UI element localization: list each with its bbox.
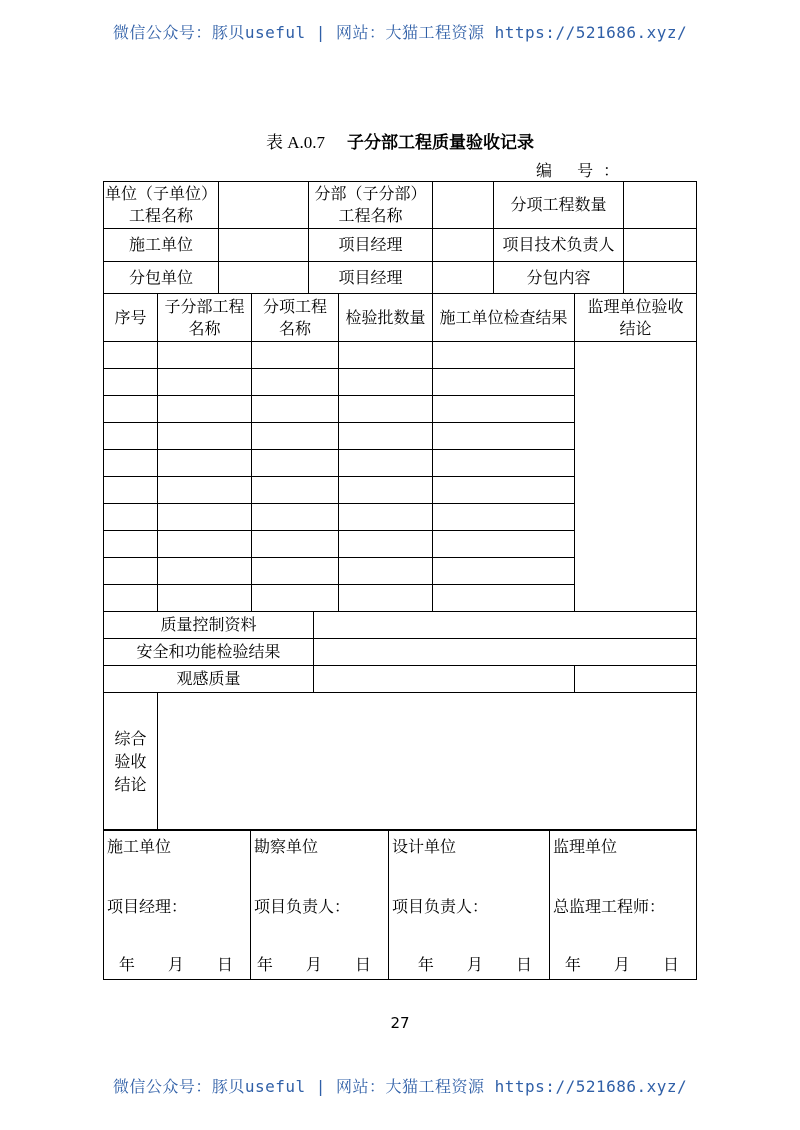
overall-conclusion-line3: 结论 — [114, 775, 147, 794]
table-cell[interactable] — [158, 342, 252, 369]
serial-number-label: 编 号： — [536, 161, 630, 180]
table-cell[interactable] — [339, 531, 433, 558]
subcontract-content-label: 分包内容 — [494, 262, 624, 294]
unit-name-label-line1: 单位（子单位） — [104, 184, 217, 203]
signature-org: 勘察单位 — [254, 837, 319, 856]
unit-name-field[interactable] — [219, 182, 309, 229]
table-cell[interactable] — [158, 504, 252, 531]
col-header-subdivision-line1: 子分部工程 — [164, 296, 245, 316]
overall-conclusion-label — [104, 693, 158, 831]
signature-role: 项目负责人： — [254, 897, 351, 916]
table-cell[interactable] — [104, 477, 158, 504]
signature-org: 施工单位 — [107, 837, 172, 856]
table-cell[interactable] — [158, 396, 252, 423]
subcontractor-label: 分包单位 — [104, 262, 219, 294]
table-cell[interactable] — [252, 531, 339, 558]
table-cell[interactable] — [104, 342, 158, 369]
col-header-subitem-line1: 分项工程 — [263, 296, 328, 316]
supervisor-conclusion-field[interactable] — [575, 342, 697, 612]
table-cell[interactable] — [104, 558, 158, 585]
table-cell[interactable] — [158, 558, 252, 585]
table-cell[interactable] — [433, 558, 575, 585]
signature-survey[interactable] — [251, 830, 389, 980]
table-cell[interactable] — [104, 504, 158, 531]
table-cell[interactable] — [158, 450, 252, 477]
subcontractor-pm-label: 项目经理 — [309, 262, 433, 294]
inspection-table — [103, 293, 697, 831]
table-cell[interactable] — [339, 423, 433, 450]
signature-role: 项目经理： — [107, 897, 188, 916]
appearance-quality-label: 观感质量 — [104, 666, 314, 693]
col-header-subdivision-line2: 名称 — [188, 318, 221, 338]
table-cell[interactable] — [158, 477, 252, 504]
col-header-supervisor — [575, 294, 697, 342]
table-cell[interactable] — [433, 477, 575, 504]
table-cell[interactable] — [433, 369, 575, 396]
table-cell[interactable] — [104, 585, 158, 612]
sub-item-count-label: 分项工程数量 — [494, 182, 624, 229]
tech-lead-label: 项目技术负责人 — [494, 229, 624, 262]
signature-date: 年 月 日 — [417, 955, 546, 974]
table-cell[interactable] — [104, 423, 158, 450]
table-cell[interactable] — [339, 585, 433, 612]
signature-org: 设计单位 — [392, 837, 457, 856]
signature-design[interactable] — [389, 830, 550, 980]
table-cell[interactable] — [433, 585, 575, 612]
table-cell[interactable] — [252, 396, 339, 423]
signature-table — [103, 829, 697, 980]
table-cell[interactable] — [433, 396, 575, 423]
col-header-contractor-result: 施工单位检查结果 — [433, 294, 575, 342]
table-cell[interactable] — [252, 450, 339, 477]
subcontractor-field[interactable] — [219, 262, 309, 294]
subcontract-content-field[interactable] — [624, 262, 697, 294]
division-name-field[interactable] — [433, 182, 494, 229]
table-cell[interactable] — [339, 558, 433, 585]
watermark-bottom: 微信公众号：豚贝useful | 网站：大猫工程资源 https://521686.xyz/ — [112, 1077, 688, 1096]
safety-results-label: 安全和功能检验结果 — [104, 639, 314, 666]
unit-name-label — [104, 182, 219, 229]
signature-org: 监理单位 — [553, 837, 618, 856]
page-number: 27 — [390, 1014, 410, 1032]
table-cell[interactable] — [104, 450, 158, 477]
contractor-field[interactable] — [219, 229, 309, 262]
appearance-quality-field[interactable] — [314, 666, 575, 693]
table-cell[interactable] — [433, 504, 575, 531]
table-cell[interactable] — [158, 531, 252, 558]
table-code: 表 A.0.7 — [265, 133, 326, 152]
signature-contractor[interactable] — [104, 830, 251, 980]
division-name-label-line2: 工程名称 — [338, 206, 403, 225]
table-cell[interactable] — [252, 558, 339, 585]
division-name-label — [309, 182, 433, 229]
table-cell[interactable] — [433, 342, 575, 369]
table-cell[interactable] — [104, 369, 158, 396]
table-cell[interactable] — [158, 369, 252, 396]
signature-role: 总监理工程师： — [553, 897, 666, 916]
signature-date: 年 月 日 — [564, 955, 693, 974]
subcontractor-pm-field[interactable] — [433, 262, 494, 294]
signature-date: 年 月 日 — [118, 955, 247, 974]
table-cell[interactable] — [433, 531, 575, 558]
overall-conclusion-field[interactable] — [158, 693, 697, 831]
project-manager-field[interactable] — [433, 229, 494, 262]
table-cell[interactable] — [252, 369, 339, 396]
signature-supervisor[interactable] — [550, 830, 697, 980]
table-cell[interactable] — [339, 477, 433, 504]
table-cell[interactable] — [252, 477, 339, 504]
division-name-label-line1: 分部（子分部） — [314, 184, 427, 203]
signature-role: 项目负责人： — [392, 897, 489, 916]
appearance-quality-conclusion-field[interactable] — [575, 666, 697, 693]
col-header-supervisor-line1: 监理单位验收 — [587, 296, 684, 316]
table-cell[interactable] — [339, 396, 433, 423]
page-title — [0, 128, 800, 153]
col-header-batch-count: 检验批数量 — [339, 294, 433, 342]
table-name: 子分部工程质量验收记录 — [347, 133, 535, 153]
overall-conclusion-line2: 验收 — [114, 752, 147, 771]
col-header-supervisor-line2: 结论 — [619, 318, 652, 338]
quality-docs-label: 质量控制资料 — [104, 612, 314, 639]
unit-name-label-line2: 工程名称 — [128, 206, 193, 225]
quality-docs-field[interactable] — [314, 612, 697, 639]
col-header-subitem-line2: 名称 — [279, 318, 312, 338]
table-cell[interactable] — [104, 396, 158, 423]
safety-results-field[interactable] — [314, 639, 697, 666]
watermark-top: 微信公众号：豚贝useful | 网站：大猫工程资源 https://521686.xyz/ — [112, 23, 688, 42]
table-cell[interactable] — [433, 450, 575, 477]
col-header-subdivision — [158, 294, 252, 342]
col-header-seq: 序号 — [104, 294, 158, 342]
table-cell[interactable] — [339, 342, 433, 369]
signature-date: 年 月 日 — [256, 955, 385, 974]
table-cell[interactable] — [339, 450, 433, 477]
table-cell[interactable] — [252, 585, 339, 612]
table-cell[interactable] — [158, 585, 252, 612]
tech-lead-field[interactable] — [624, 229, 697, 262]
table-cell[interactable] — [158, 423, 252, 450]
contractor-label: 施工单位 — [104, 229, 219, 262]
table-cell[interactable] — [252, 342, 339, 369]
overall-conclusion-line1: 综合 — [114, 729, 147, 748]
col-header-subitem — [252, 294, 339, 342]
table-cell[interactable] — [339, 369, 433, 396]
header-info-table — [103, 181, 697, 294]
table-cell[interactable] — [252, 504, 339, 531]
sub-item-count-field[interactable] — [624, 182, 697, 229]
project-manager-label: 项目经理 — [309, 229, 433, 262]
table-cell[interactable] — [252, 423, 339, 450]
table-cell[interactable] — [104, 531, 158, 558]
table-cell[interactable] — [339, 504, 433, 531]
table-cell[interactable] — [433, 423, 575, 450]
